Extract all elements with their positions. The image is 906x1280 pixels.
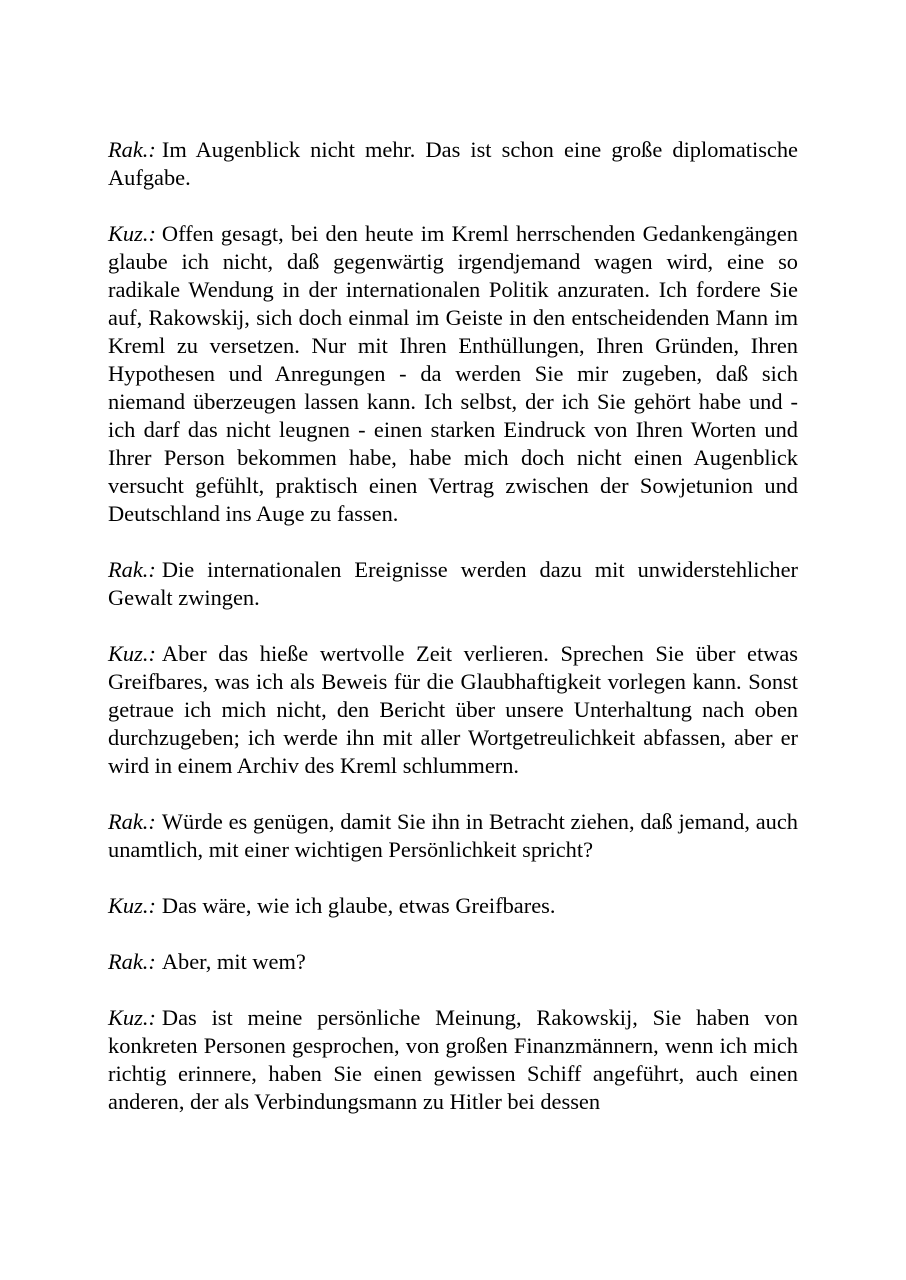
speaker-label: Rak.: <box>108 137 156 162</box>
dialogue-paragraph-1 <box>108 136 798 192</box>
dialogue-paragraph-2 <box>108 220 798 528</box>
dialogue-text: Das ist meine persönliche Meinung, Rakowskij, Sie haben von konkreten Personen gesprochen, von großen Finanzmännern, wenn ich mich richtig erinnere, haben Sie einen gewissen Schiff angeführt, auch einen anderen, der als Verbindungsmann zu Hitler bei dessen <box>108 1005 798 1114</box>
speaker-label: Rak.: <box>108 809 156 834</box>
speaker-label: Rak.: <box>108 557 156 582</box>
dialogue-paragraph-5 <box>108 808 798 864</box>
dialogue-paragraph-6 <box>108 892 798 920</box>
dialogue-paragraph-8 <box>108 1004 798 1116</box>
dialogue-text: Aber das hieße wertvolle Zeit verlieren. Sprechen Sie über etwas Greifbares, was ich als Beweis für die Glaubhaftigkeit vorlegen kann. Sonst getraue ich mich nicht, den Bericht über unsere Unterhaltung nach oben durchzugeben; ich werde ihn mit aller Wortgetreulichkeit abfassen, aber er wird in einem Archiv des Kreml schlummern. <box>108 641 798 778</box>
dialogue-text: Offen gesagt, bei den heute im Kreml herrschenden Gedankengängen glaube ich nicht, daß gegenwärtig irgendjemand wagen wird, eine so radikale Wendung in der internationalen Politik anzuraten. Ich fordere Sie auf, Rakowskij, sich doch einmal im Geiste in den entscheidenden Mann im Kreml zu versetzen. Nur mit Ihren Enthüllungen, Ihren Gründen, Ihren Hypothesen und Anregungen - da werden Sie mir zugeben, daß sich niemand überzeugen lassen kann. Ich selbst, der ich Sie gehört habe und - ich darf das nicht leugnen - einen starken Eindruck von Ihren Worten und Ihrer Person bekommen habe, habe mich doch nicht einen Augenblick versucht gefühlt, praktisch einen Vertrag zwischen der Sowjetunion und Deutschland ins Auge zu fassen. <box>108 221 798 526</box>
document-page <box>108 136 798 1116</box>
dialogue-paragraph-4 <box>108 640 798 780</box>
speaker-label: Kuz.: <box>108 221 156 246</box>
dialogue-text: Das wäre, wie ich glaube, etwas Greifbares. <box>161 893 556 918</box>
dialogue-text: Würde es genügen, damit Sie ihn in Betracht ziehen, daß jemand, auch unamtlich, mit einer wichtigen Persönlichkeit spricht? <box>108 809 798 862</box>
dialogue-text: Aber, mit wem? <box>161 949 306 974</box>
speaker-label: Rak.: <box>108 949 156 974</box>
dialogue-paragraph-3 <box>108 556 798 612</box>
speaker-label: Kuz.: <box>108 641 156 666</box>
speaker-label: Kuz.: <box>108 1005 156 1030</box>
dialogue-text: Die internationalen Ereignisse werden dazu mit unwiderstehlicher Gewalt zwingen. <box>108 557 798 610</box>
speaker-label: Kuz.: <box>108 893 156 918</box>
dialogue-paragraph-7 <box>108 948 798 976</box>
dialogue-text: Im Augenblick nicht mehr. Das ist schon eine große diplomatische Aufgabe. <box>108 137 798 190</box>
